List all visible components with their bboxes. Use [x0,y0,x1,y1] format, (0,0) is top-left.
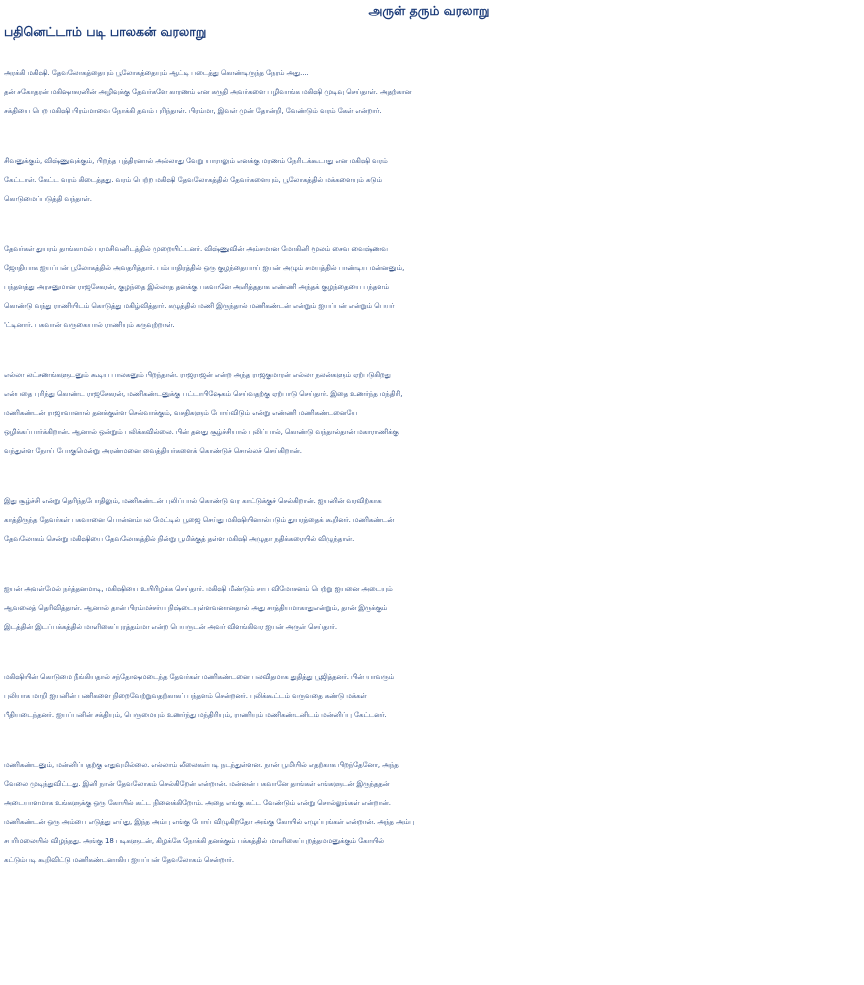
paragraph-line: தேவலோகம் சென்று மகிஷியை தேவலோகத்தில் நின்று பூமிக்குத் தள்ள மகிஷி அழுதா நதிக்கரையில் விழுந்தாள். [4,535,355,543]
paragraph-line: கேட்டாள். கேட்ட வரம் கிடைத்தது. வரம் பெற்ற மகிஷி தேவலோகத்தில் தேவர்களையும், பூலோகத்தில் மக்களையும் கடும் [4,176,382,184]
paragraph-line: மணிகண்டன் ஒரு அம்பை எடுத்து எய்து, இந்த அம்பு எங்கு போய் விழுகிறதோ அங்கு கோயில் எழுப்புங்கள் என்றான். அந்த அம்பு [4,818,415,826]
paragraph-line: வந்துள்ள நோய் போகுமென்று அரண்மனை வைத்தியர்களைக் கொண்டுச் சொல்லச் செய்கிறான். [4,447,302,455]
paragraph [4,366,854,461]
paragraph-line: பந்தளத்து அரசனுமான ராஜசேகரன், குழந்தை இல்லாத தனக்கு பகவானே அளித்ததாக எண்ணி அந்தக் குழந்தையை பந்தளம் [4,283,389,291]
paragraph-line: புலியாக மாறி ஐயனின் பணிகளை நிறைவேற்றுவதற்காகப் பந்தளம் சென்றனர். புலிக்கூட்டம் வருவதை கண்டு மக்கள் [4,692,367,700]
paragraph-line: இடத்தின் இடப்பக்கத்தில் மாளிகைப்புரத்தம்மா என்ற பெயருடன் அவர் விளங்கிவர ஐயன் அருள் செய்தார். [4,623,337,631]
paragraph-line: அரக்கி மகிஷி. தேவலோகத்தையும் பூலோகத்தையும் ஆட்டி படைத்து கொண்டிருந்த நேரம் அது.... [4,69,309,77]
document-title: அருள் தரும் வரலாறு [368,3,490,18]
paragraph-line: அடையாளமாக உங்களுக்கு ஒரு கோயில் கட்ட நினைக்கிறோம். அதை எங்கு கட்ட வேண்டும் என்று சொல்லுங்கள் என்றான். [4,799,391,807]
paragraph-line: கொடுமைப்படுத்தி வந்தாள். [4,195,92,203]
paragraph-line: சபரிமலையில் விழந்தது. அங்கு 18 படிகளுடன், கிழக்கே நோக்கி தனக்கும் பக்கத்தில் மாளிகைப்புறத்தமமனுக்கும் கோயில் [4,837,384,845]
paragraph-line: கொண்டு வந்து ராணியிடம் கொடுத்து மகிழ்வித்தார். கழுத்தில் மணி இருந்தால் மணிகண்டன் என்றும் ஐயப்பன் என்றும் பெயர் [4,302,395,310]
paragraph-line: இது சூழ்ச்சி என்று தெரிந்தபோதிலும், மணிகண்டன் புலிப்பால் கொண்டு வர காட்டுக்குச் செல்கிறான். ஐயனின் வரவிற்காக [4,497,382,505]
paragraph-line: வேலை முடிந்துவிட்டது. இனி நான் தேவலோகம் செல்கிறேன் என்றான். மன்னன் பகவானே தாங்கள் எங்களுடன் இருந்ததன் [4,780,390,788]
paragraph-line: சக்தியை பெற மகிஷி பிரம்மாவை நோக்கி தவம் புரிந்தாள். பிரம்மா, இவள் முன் தோன்றி, வேண்டும் வரம் கேள் என்றார். [4,107,382,115]
paragraph-line: மணிகண்டன் ராஜாவானால் தனக்குள்ள செல்வாக்கும், வசதிகளும் போய்விடும் என்று எண்ணி மணிகண்டனையே [4,409,358,417]
paragraph-line: 'ட்டினார். பகவான் வருகையால் ராணியும் கருவுற்றாள். [4,321,175,329]
paragraph-line: என்பதை புரிந்து கொண்ட ராஜசேகரன், மணிகண்டனுக்கு பட்டாபிஷேகம் செய்வதற்கு ஏற்பாடு செய்தார். இதை உணர்ந்த மந்திரி, [4,390,403,398]
paragraph [4,668,854,725]
document-body [4,64,854,870]
paragraph [4,240,854,335]
paragraph [4,64,854,121]
paragraph-line: மணிகண்டனும், மன்னிப்பதற்கு எதுவுமில்லை. எல்லாம் லீலைகள்படி நடந்துள்ளன. நான் பூமியில் எதற்காக பிறந்தேனோ, அந்த [4,761,399,769]
paragraph-line: ஆவலைத் தெரிவித்தாள். ஆனால் தான் பிரம்மச்சர்ய நிஷ்டையுள்ளவனானதால் அது சாத்தியமாகாதுஎன்றும், தான் இருக்கும் [4,604,388,612]
paragraph-line: ஒழிக்கப்பார்க்கிறான். ஆனால் ஒன்றும் பலிக்கவில்லை. பின் தனது சூழ்ச்சியால் புலிப்பால், கொண்டு வந்தால்தான் மகாராணிக்கு [4,428,399,436]
paragraph-line: மகிஷியின் கொடுமை நீங்கியதால் சந்தோஷமடைந்த தேவர்கள் மணிகண்டனை பலவிதமாக துதித்து பூஜித்தனர். பின் யாவரும் [4,673,395,681]
paragraph [4,756,854,870]
paragraph [4,492,854,549]
paragraph-line: தன் சகோதரன் மகிஷாசுரனின் அழிவுக்கு தேவர்களே காரணம் என கருதி அவர்களை பழிவாங்க மகிஷி முடிவு செய்தாள். அதற்கான [4,88,412,96]
paragraph-line: சிவனுக்கும், விஷ்ணுவுக்கும், பிறந்த புத்திரனால் அல்லாது வேறு யாராலும் எனக்கு மரணம் நேரிடக்கூடாது என மகிஷி வரம் [4,157,388,165]
paragraph [4,152,854,209]
paragraph-line: ஐயன் அவள்மேல் நர்த்தனமாடி, மகிஷியை உயிரிழக்க செய்தார். மகிஷி மீண்டும் சாப விமோசனம் பெற்று ஐயனை அடையும் [4,585,393,593]
paragraph-line: எல்லா லட்சணங்களுடனும் கூடிய பாலகனும் பிறந்தான். ராஜராஜன் என்ற அந்த ராஜகுமாரன் எல்லா நலன்களும் ஏற்படுகிறது [4,371,391,379]
paragraph [4,580,854,637]
paragraph-line: கட்டும்படி கூறிவிட்டு மணிகண்டனாகிய ஐயப்பன் தேவலோகம் சென்றார். [4,856,234,864]
paragraph-line: பீதியடைந்தனர். ஐயப்பனின் சக்தியும், பெருமையும் உணர்ந்து மந்திரியும், ராணியும் மணிகண்டனிடம் மன்னிப்பு கேட்டனர். [4,711,387,719]
paragraph-line: ஜோதியாக ஐயப்பன் பூலோகத்தில் அவதரித்தார். பம்பாதிரத்தில் ஒரு குழந்தையாய் ஐயன் அழும் சமயத்தில் பாண்டிய மன்னனும், [4,264,405,272]
paragraph-line: தேவர்கள் துயரம் தாங்காமல் பரமசிவனிடத்தில் முறையிட்டனர். விஷ்ணுவின் அம்சமான மோகினி மூலம் சைவ வைஷ்ணவ [4,245,388,253]
paragraph-line: காத்திருந்த தேவர்கள் பகவானை பொன்னம்பல மேட்டில் பூஜை செய்து மகிஷியினால்படும் துயரத்தைக் கூறினர். மணிகண்டன் [4,516,395,524]
section-heading: பதினெட்டாம் படி பாலகன் வரலாறு [4,24,207,39]
